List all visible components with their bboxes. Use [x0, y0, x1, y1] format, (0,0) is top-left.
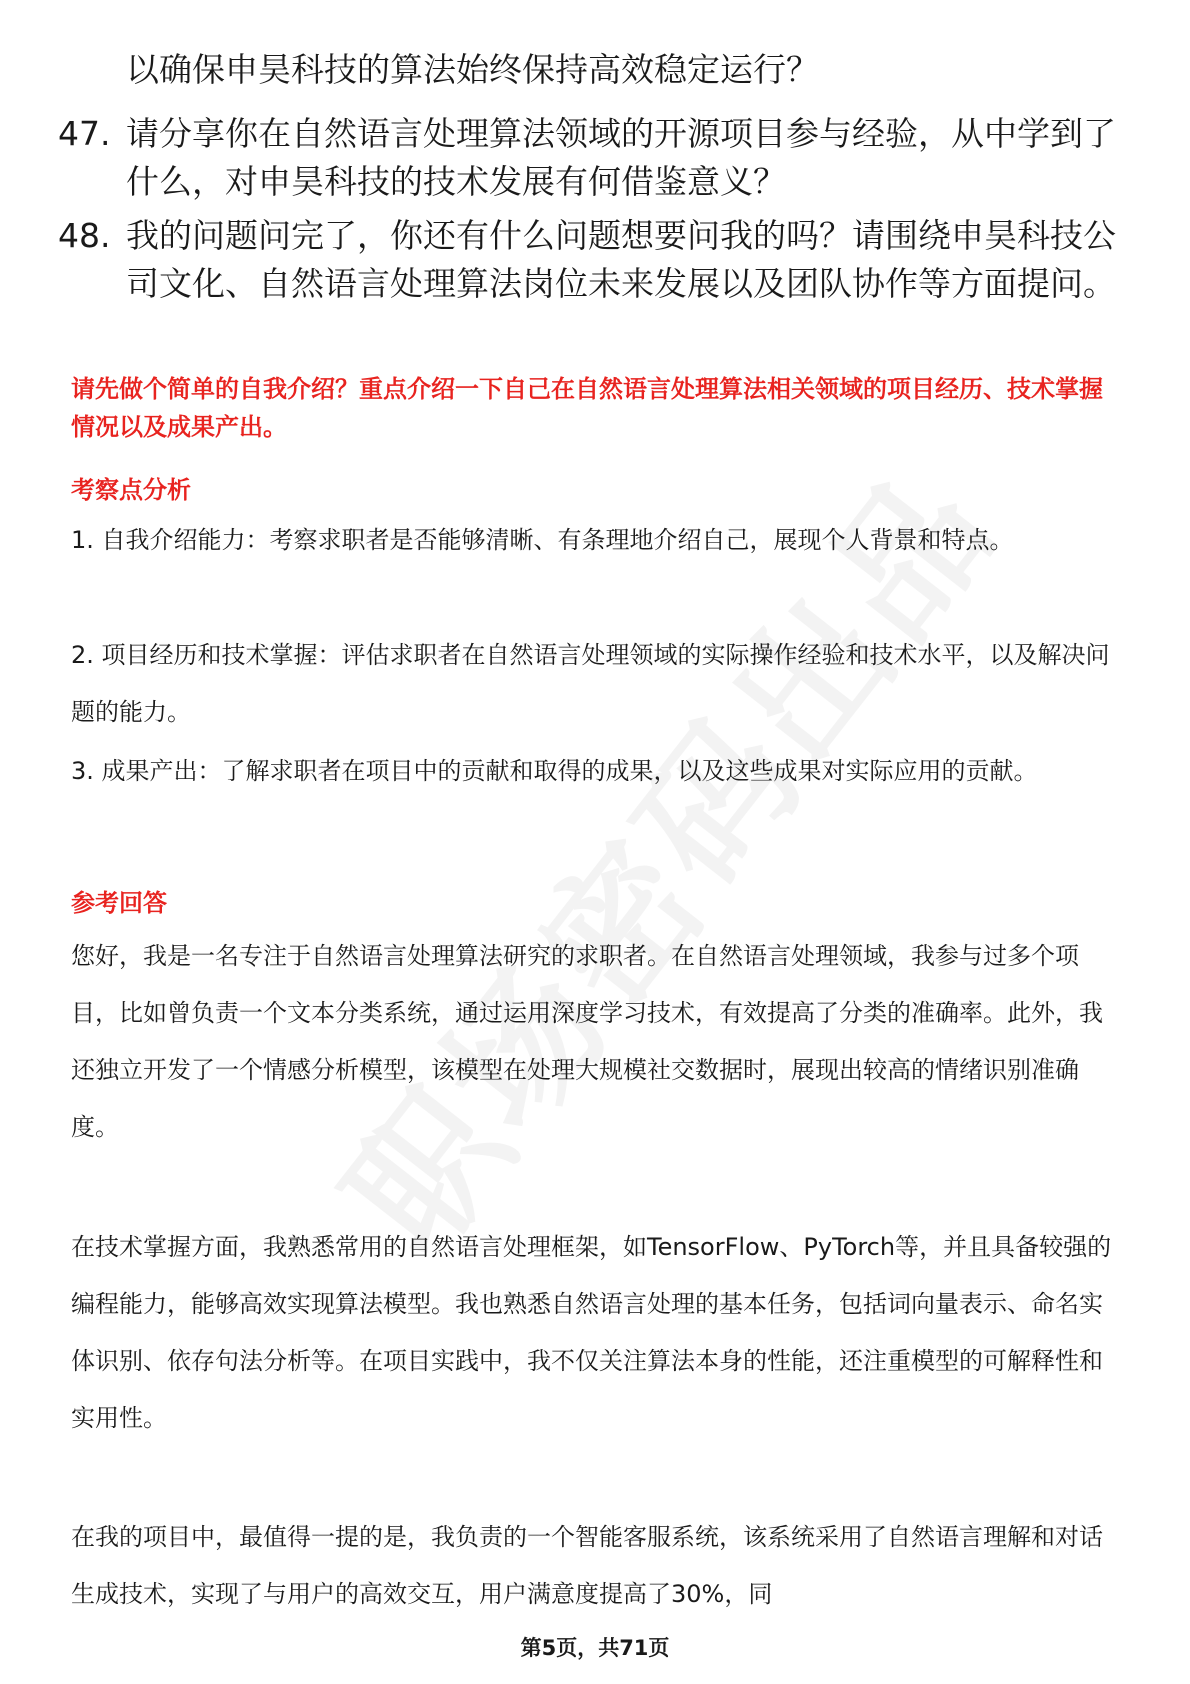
analysis-heading: 考察点分析: [71, 476, 191, 504]
answer-paragraph: 您好，我是一名专注于自然语言处理算法研究的求职者。在自然语言处理领域，我参与过多个项目，比如曾负责一个文本分类系统，通过运用深度学习技术，有效提高了分类的准确率。此外，我还独立开发了一个情感分析模型，该模型在处理大规模社交数据时，展现出较高的情绪识别准确度。: [71, 942, 1103, 1141]
answer-paragraph: 在技术掌握方面，我熟悉常用的自然语言处理框架，如TensorFlow、PyTorch等，并且具备较强的编程能力，能够高效实现算法模型。我也熟悉自然语言处理的基本任务，包括词向量表示、命名实体识别、依存句法分析等。在项目实践中，我不仅关注算法本身的性能，还注重模型的可解释性和实用性。: [71, 1233, 1112, 1432]
page-number-footer: 第5页，共71页: [520, 1636, 670, 1660]
watermark: [288, 447, 1012, 1289]
featured-question: 请先做个简单的自我介绍？重点介绍一下自己在自然语言处理算法相关领域的项目经历、技术掌握情况以及成果产出。: [71, 375, 1103, 441]
question-number: 47.: [58, 114, 111, 153]
answer-paragraph: 在我的项目中，最值得一提的是，我负责的一个智能客服系统，该系统采用了自然语言理解和对话生成技术，实现了与用户的高效交互，用户满意度提高了30%，同: [71, 1523, 1103, 1608]
question-item-48: [58, 212, 1138, 308]
analysis-point: 3. 成果产出：了解求职者在项目中的贡献和取得的成果，以及这些成果对实际应用的贡献。: [71, 757, 1038, 785]
question-continuation: 以确保申昊科技的算法始终保持高效稳定运行？: [126, 50, 819, 89]
question-number: 48.: [58, 216, 111, 255]
question-text: 请分享你在自然语言处理算法领域的开源项目参与经验，从中学到了什么，对申昊科技的技术发展有何借鉴意义？: [126, 114, 1116, 201]
reference-answer-heading: 参考回答: [71, 889, 167, 917]
analysis-point: 2. 项目经历和技术掌握：评估求职者在自然语言处理领域的实际操作经验和技术水平，以及解决问题的能力。: [71, 641, 1110, 726]
question-text: 我的问题问完了，你还有什么问题想要问我的吗？请围绕申昊科技公司文化、自然语言处理算法岗位未来发展以及团队协作等方面提问。: [126, 216, 1116, 303]
analysis-point: 1. 自我介绍能力：考察求职者是否能够清晰、有条理地介绍自己，展现个人背景和特点。: [71, 526, 1014, 554]
question-item-47: [58, 110, 1138, 206]
